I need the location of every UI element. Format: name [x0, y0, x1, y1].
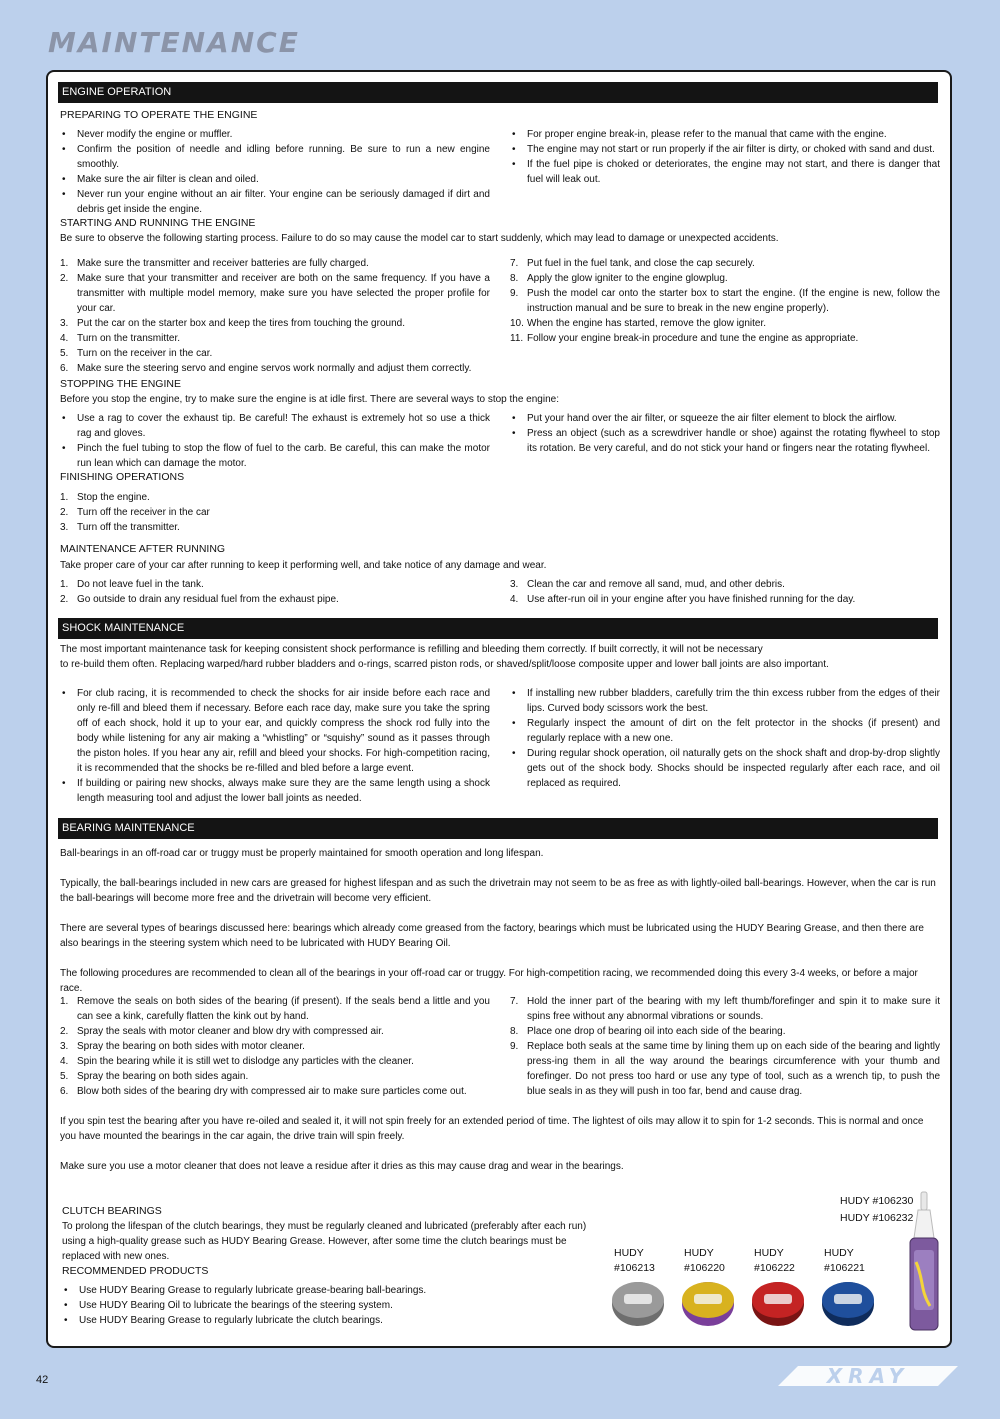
list-item: 4. Use after-run oil in your engine after you have finished running for the day.	[510, 594, 856, 605]
subhead-clutch: CLUTCH BEARINGS	[62, 1205, 162, 1217]
product-label: HUDY #106213	[614, 1247, 655, 1274]
list-item: 2. Make sure that your transmitter and receiver are both on the same frequency. If you have a transmitter with multiple model memory, make sure you have selected the proper profile for your car.	[60, 273, 490, 314]
list-item: 3. Put the car on the starter box and keep the tires from touching the ground.	[60, 318, 405, 329]
list-item: 2. Go outside to drain any residual fuel from the exhaust pipe.	[60, 594, 339, 605]
list-item: 7. Hold the inner part of the bearing with my left thumb/forefinger and spin it to make sure it spins free without any abnormal vibrations or sounds.	[510, 996, 940, 1022]
list-item: • Pinch the fuel tubing to stop the flow of fuel to the carb. Be careful, this can make the motor run lean which can damage the motor.	[60, 441, 490, 471]
list-item: 6. Blow both sides of the bearing dry with compressed air to make sure particles come out.	[60, 1086, 467, 1097]
subhead-recommended: RECOMMENDED PRODUCTS	[62, 1265, 209, 1277]
list-item: 1. Do not leave fuel in the tank.	[60, 579, 204, 590]
list-item: 3. Clean the car and remove all sand, mud, and other debris.	[510, 579, 785, 590]
section-header-bearing: BEARING MAINTENANCE	[58, 818, 938, 839]
bearing-paragraph-1: Ball-bearings in an off-road car or truggy must be properly maintained for smooth operation and long lifespan.	[60, 848, 544, 859]
shock-intro-line2: to re-build them often. Replacing warped/hard rubber bladders and o-rings, scarred piston rods, or shaved/split/loose composite upper and lower ball joints are also important.	[60, 659, 829, 670]
list-item: • Make sure the air filter is clean and oiled.	[60, 172, 490, 187]
section-header-engine: ENGINE OPERATION	[58, 82, 938, 103]
list-item: 2. Spray the seals with motor cleaner and blow dry with compressed air.	[60, 1026, 384, 1037]
grease-tin-image	[752, 1282, 804, 1326]
bearing-paragraph-3: There are several types of bearings discussed here: bearings which already come greased from the factory, bearings which must be lubricated using the HUDY Bearing Grease, and then there are also bearings in the steering system which need to be lubricated with HUDY Bearing Oil.	[60, 923, 924, 949]
list-item: 9. Replace both seals at the same time by lining them up on each side of the bearing and lightly press-ing them in all the way around the bearings circumference with your thumb and forefinger. Do not press too hard or use any type of tool, such as a wrench tip, to push the blue seals in as they will push in too far, bend and cause drag.	[510, 1041, 940, 1097]
starting-intro: Be sure to observe the following starting process. Failure to do so may cause the model car to start suddenly, which may lead to damage or unexpected accidents.	[60, 233, 779, 244]
list-item: • Never modify the engine or muffler.	[60, 127, 490, 142]
list-item: • Use HUDY Bearing Grease to regularly lubricate the clutch bearings.	[62, 1313, 592, 1328]
after-intro: Take proper care of your car after running to keep it performing well, and take notice of any damage and wear.	[60, 560, 547, 571]
list-item: 8. Place one drop of bearing oil into each side of the bearing.	[510, 1026, 786, 1037]
list-item: • If installing new rubber bladders, carefully trim the thin excess rubber from the edges of their lips. Curved body scissors work the best.	[510, 686, 940, 716]
subhead-starting: STARTING AND RUNNING THE ENGINE	[60, 217, 256, 229]
list-item: 5. Turn on the receiver in the car.	[60, 348, 213, 359]
list-item: 9. Push the model car onto the starter box to start the engine. (If the engine is new, follow the instruction manual and be sure to break in the new engine properly).	[510, 288, 940, 314]
clutch-text: To prolong the lifespan of the clutch bearings, they must be regularly cleaned and lubricated (preferably after each run) using a high-quality grease such as HUDY Bearing Grease. However, after some time the clutch bearings must be replaced with new ones.	[62, 1221, 587, 1262]
list-item: 7. Put fuel in the fuel tank, and close the cap securely.	[510, 258, 755, 269]
list-item: • For club racing, it is recommended to check the shocks for air inside before each race and only re-fill and bleed them if necessary. Before each race day, make sure you take the spring off of each shock, hold it up to your ear, and quickly compress the shock rod fully into the body while listening for any air making a “whistling” or “squishy” sound as it passes through the piston holes. If you hear any air, refill and bleed your shocks. For high-competition racing, it is recommended that the shocks be re-filled and bled before a large event.	[60, 686, 490, 776]
list-item: 4. Spin the bearing while it is still wet to dislodge any particles with the cleaner.	[60, 1056, 414, 1067]
list-item: • Use a rag to cover the exhaust tip. Be careful! The exhaust is extremely hot so use a thick rag and gloves.	[60, 411, 490, 441]
list-item: • Regularly inspect the amount of dirt on the felt protector in the shocks (if present) and regularly replace with a new one.	[510, 716, 940, 746]
list-item: • For proper engine break-in, please refer to the manual that came with the engine.	[510, 127, 940, 142]
stopping-intro: Before you stop the engine, try to make sure the engine is at idle first. There are several ways to stop the engine:	[60, 394, 559, 405]
list-item: 10. When the engine has started, remove the glow igniter.	[510, 318, 767, 329]
oil-bottle-image	[904, 1190, 944, 1334]
list-item: • Use HUDY Bearing Grease to regularly lubricate grease-bearing ball-bearings.	[62, 1283, 592, 1298]
subhead-finishing: FINISHING OPERATIONS	[60, 471, 185, 483]
bearing-paragraph-5: If you spin test the bearing after you have re-oiled and sealed it, it will not spin freely for an extended period of time. The lightest of oils may allow it to spin for 1-2 seconds. This is normal and once you have mounted the bearings in the car again, the drive train will spin freely.	[60, 1116, 924, 1142]
list-item: 6. Make sure the steering servo and engine servos work normally and adjust them correctly.	[60, 363, 472, 374]
stopping-list-right	[510, 411, 940, 456]
bearing-list-right	[510, 994, 940, 1099]
list-item: 1. Stop the engine.	[60, 492, 150, 503]
svg-text:XRAY: XRAY	[826, 1364, 910, 1388]
xray-logo	[778, 1362, 958, 1390]
subhead-preparing: PREPARING TO OPERATE THE ENGINE	[60, 109, 258, 121]
content-panel	[46, 70, 952, 1348]
bearing-list-left	[60, 994, 490, 1099]
list-item: • If building or pairing new shocks, always make sure they are the same length using a shock length measuring tool and adjust the lower ball joints as needed.	[60, 776, 490, 806]
shock-list-left	[60, 686, 490, 806]
list-item: 1. Remove the seals on both sides of the bearing (if present). If the seals bend a little and you can see a kink, carefully flatten the kink out by hand.	[60, 996, 490, 1022]
oil-product-label: HUDY #106230 HUDY #106232	[840, 1195, 914, 1224]
list-item: • Never run your engine without an air filter. Your engine can be seriously damaged if dirt and debris get inside the engine.	[60, 187, 490, 217]
list-item: 4. Turn on the transmitter.	[60, 333, 181, 344]
grease-tin-image	[612, 1282, 664, 1326]
finishing-list	[60, 490, 490, 535]
shock-list-right	[510, 686, 940, 791]
page-title: MAINTENANCE	[48, 26, 300, 59]
shock-intro-line1: The most important maintenance task for keeping consistent shock performance is refilling and bleeding them correctly. If built correctly, it will not be necessary	[60, 644, 763, 655]
stopping-list-left	[60, 411, 490, 471]
after-list-right	[510, 577, 940, 607]
starting-list-left	[60, 256, 490, 376]
list-item: • Put your hand over the air filter, or squeeze the air filter element to block the airflow.	[510, 411, 940, 426]
grease-tin-image	[822, 1282, 874, 1326]
product-label: HUDY #106220	[684, 1247, 725, 1274]
section-header-shock: SHOCK MAINTENANCE	[58, 618, 938, 639]
list-item: 3. Spray the bearing on both sides with motor cleaner.	[60, 1041, 305, 1052]
list-item: 3. Turn off the transmitter.	[60, 522, 180, 533]
list-item: • Use HUDY Bearing Oil to lubricate the bearings of the steering system.	[62, 1298, 592, 1313]
list-item: • The engine may not start or run properly if the air filter is dirty, or choked with sand and dust.	[510, 142, 940, 157]
list-item: 2. Turn off the receiver in the car	[60, 507, 210, 518]
list-item: • During regular shock operation, oil naturally gets on the shock shaft and drop-by-drop slightly gets out of the shock body. Shocks should be inspected regularly after each race, and oil replaced as required.	[510, 746, 940, 791]
list-item: • If the fuel pipe is choked or deteriorates, the engine may not start, and there is danger that fuel will leak out.	[510, 157, 940, 187]
list-item: 11. Follow your engine break-in procedure and tune the engine as appropriate.	[510, 333, 859, 344]
product-label: HUDY #106221	[824, 1247, 865, 1274]
list-item: • Confirm the position of needle and idling before running. Be sure to run a new engine smoothly.	[60, 142, 490, 172]
list-item: 1. Make sure the transmitter and receiver batteries are fully charged.	[60, 258, 369, 269]
product-label: HUDY #106222	[754, 1247, 795, 1274]
grease-tin-image	[682, 1282, 734, 1326]
bearing-paragraph-4: The following procedures are recommended to clean all of the bearings in your off-road car or truggy. For high-competition racing, we recommended doing this every 3-4 weeks, or before a major race.	[60, 968, 918, 994]
recommended-list	[62, 1283, 592, 1328]
list-item: 8. Apply the glow igniter to the engine glowplug.	[510, 273, 728, 284]
after-list-left	[60, 577, 490, 607]
subhead-stopping: STOPPING THE ENGINE	[60, 378, 181, 390]
list-item: 5. Spray the bearing on both sides again.	[60, 1071, 249, 1082]
page-number: 42	[36, 1374, 49, 1386]
preparing-list-right	[510, 127, 940, 187]
subhead-after-running: MAINTENANCE AFTER RUNNING	[60, 543, 226, 555]
bearing-paragraph-6: Make sure you use a motor cleaner that does not leave a residue after it dries as this may cause drag and wear in the bearings.	[60, 1161, 624, 1172]
bearing-paragraph-2: Typically, the ball-bearings included in new cars are greased for highest lifespan and as such the drivetrain may not seem to be as free as with lightly-oiled ball-bearings. However, when the car is run the ball-bearings will become more free and the drivetrain will become very efficient.	[60, 878, 936, 904]
starting-list-right	[510, 256, 940, 346]
preparing-list-left	[60, 127, 490, 217]
list-item: • Press an object (such as a screwdriver handle or shoe) against the rotating flywheel to stop its rotation. Be very careful, and do not stick your hand or fingers near the rotating flywheel.	[510, 426, 940, 456]
